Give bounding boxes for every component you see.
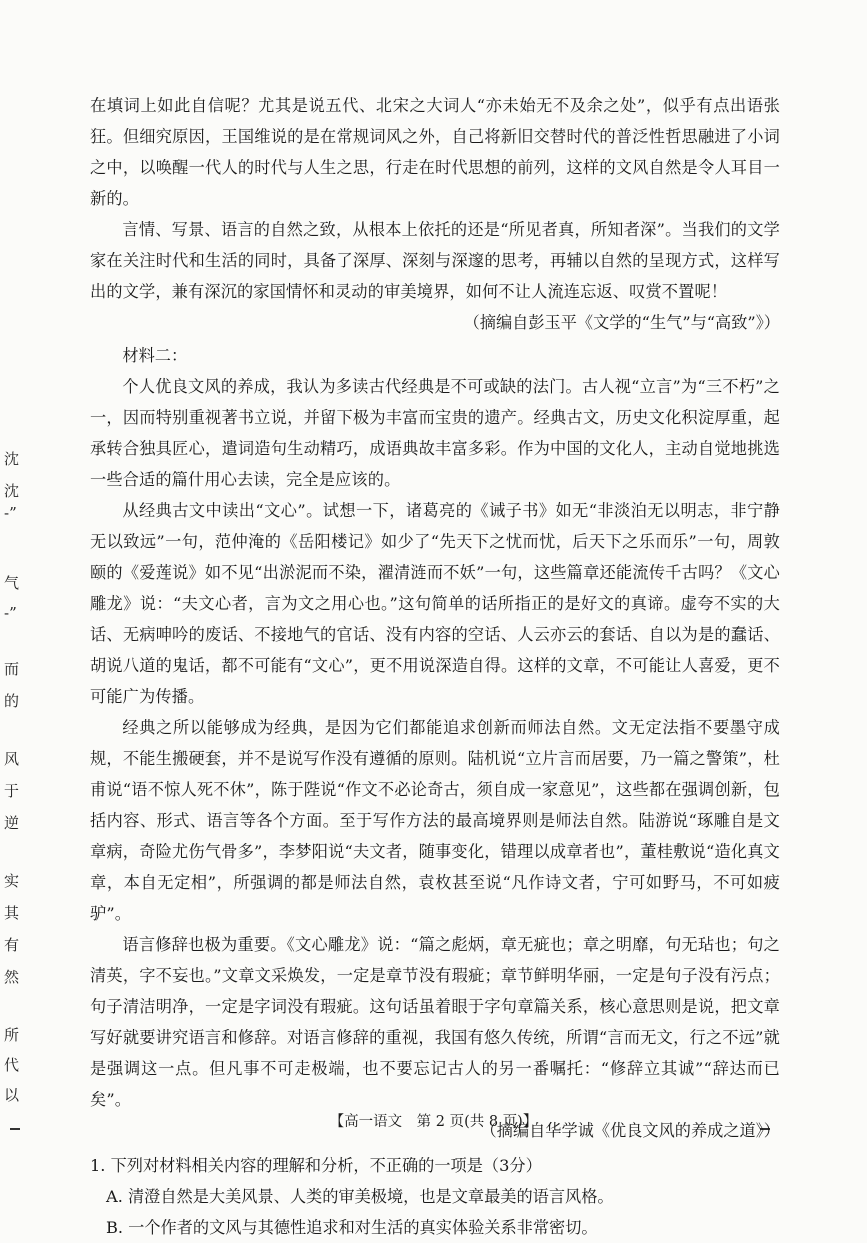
question-stem: 1. 下列对材料相关内容的理解和分析，不正确的一项是（3分） bbox=[90, 1156, 542, 1175]
page-body bbox=[90, 90, 780, 1243]
page-footer: 【高一语文 第 2 页(共 8 页)】 bbox=[329, 1114, 538, 1130]
material2-source: （摘编自华学诚《优良文风的养成之道》） bbox=[480, 1121, 780, 1140]
margin-char: 而 bbox=[4, 660, 20, 678]
margin-char: 沈 bbox=[4, 482, 20, 500]
margin-char: -” bbox=[4, 504, 17, 522]
margin-char: 代 bbox=[4, 1056, 20, 1074]
margin-char: 风 bbox=[4, 750, 20, 768]
margin-char: 于 bbox=[4, 782, 20, 800]
margin-char: 实 bbox=[4, 872, 20, 890]
material2-paragraph: 从经典古文中读出“文心”。试想一下，诸葛亮的《诫子书》如无“非淡泊无以明志，非宁静无以致远”一句，范仲淹的《岳阳楼记》如少了“先天下之忧而忧，后天下之乐而乐”一句，周敦颐的《爱莲说》如不见“出淤泥而不染，濯清涟而不妖”一句，这些篇章还能流传千古吗？《文心雕龙》说：“夫文心者，言为文之用心也。”这句简单的话所指正的是好文的真谛。虚夸不实的大话、无病呻吟的废话、不接地气的官话、没有内容的空话、人云亦云的套话、自以为是的蠢话、胡说八道的鬼话，都不可能有“文心”，更不用说深造自得。这样的文章，不可能让人喜爱，更不可能广为传播。 bbox=[90, 501, 780, 706]
margin-char: 有 bbox=[4, 936, 20, 954]
margin-char: 所 bbox=[4, 1026, 20, 1044]
material2-paragraph: 经典之所以能够成为经典，是因为它们都能追求创新而师法自然。文无定法指不要墨守成规，不能生搬硬套，并不是说写作没有遵循的原则。陆机说“立片言而居要，乃一篇之警策”，杜甫说“语不惊人死不休”，陈于陛说“作文不必论奇古，须自成一家意见”，这些都在强调创新，包括内容、形式、语言等各个方面。至于写作方法的最高境界则是师法自然。陆游说“琢雕自是文章病，奇险尤伤气骨多”，李梦阳说“夫文者，随事变化，错理以成章者也”，董桂敷说“造化真文章，本自无定相”，所强调的都是师法自然，袁枚甚至说“凡作诗文者，宁可如野马，不可如疲驴”。 bbox=[90, 718, 780, 923]
margin-char: 的 bbox=[4, 692, 20, 710]
material1-paragraph: 言情、写景、语言的自然之致，从根本上依托的还是“所见者真，所知者深”。当我们的文学家在关注时代和生活的同时，具备了深厚、深刻与深邃的思考，再辅以自然的呈现方式，这样写出的文学，兼有深沉的家国情怀和灵动的审美境界，如何不让人流连忘返、叹赏不置呢！ bbox=[90, 220, 780, 301]
margin-char: 其 bbox=[4, 904, 20, 922]
material2-paragraph: 语言修辞也极为重要。《文心雕龙》说：“篇之彪炳，章无疵也；章之明靡，句无玷也；句之清英，字不妄也。”文章文采焕发，一定是章节没有瑕疵；章节鲜明华丽，一定是句子没有污点；句子清洁明净，一定是字词没有瑕疵。这句话虽着眼于字句章篇关系，核心意思则是说，把文章写好就要讲究语言和修辞。对语言修辞的重视，我国有悠久传统，所谓“言而无文，行之不远”就是强调这一点。但凡事不可走极端，也不要忘记古人的另一番嘱托：“修辞立其诚”“辞达而已矣”。 bbox=[90, 935, 780, 1109]
question-option-a: A. 清澄自然是大美风景、人类的审美极境，也是文章最美的语言风格。 bbox=[106, 1187, 614, 1206]
margin-char: 气 bbox=[4, 574, 20, 592]
left-margin-fragments bbox=[0, 0, 30, 1228]
margin-char: 沈 bbox=[4, 450, 20, 468]
material1-paragraph: 在填词上如此自信呢？尤其是说五代、北宋之大词人“亦未始无不及余之处”，似乎有点出语张狂。但细究原因，王国维说的是在常规词风之外，自己将新旧交替时代的普泛性哲思融进了小词之中，以唤醒一代人的时代与人生之思，行走在时代思想的前列，这样的文风自然是令人耳目一新的。 bbox=[90, 96, 780, 208]
margin-char: -” bbox=[4, 604, 17, 622]
material1-source: （摘编自彭玉平《文学的“生气”与“高致”》） bbox=[463, 313, 780, 332]
margin-char: 然 bbox=[4, 968, 20, 986]
material2-paragraph: 个人优良文风的养成，我认为多读古代经典是不可或缺的法门。古人视“立言”为“三不朽”之一，因而特别重视著书立说，并留下极为丰富而宝贵的遗产。经典古文，历史文化积淀厚重，起承转合独具匠心，遣词造句生动精巧，成语典故丰富多彩。作为中国的文化人，主动自觉地挑选一些合适的篇什用心去读，完全是应该的。 bbox=[90, 377, 780, 489]
question-option-b: B. 一个作者的文风与其德性追求和对生活的真实体验关系非常密切。 bbox=[106, 1218, 598, 1237]
material2-title: 材料二： bbox=[122, 346, 188, 365]
margin-char: 逆 bbox=[4, 814, 20, 832]
margin-char: 以 bbox=[4, 1086, 20, 1104]
